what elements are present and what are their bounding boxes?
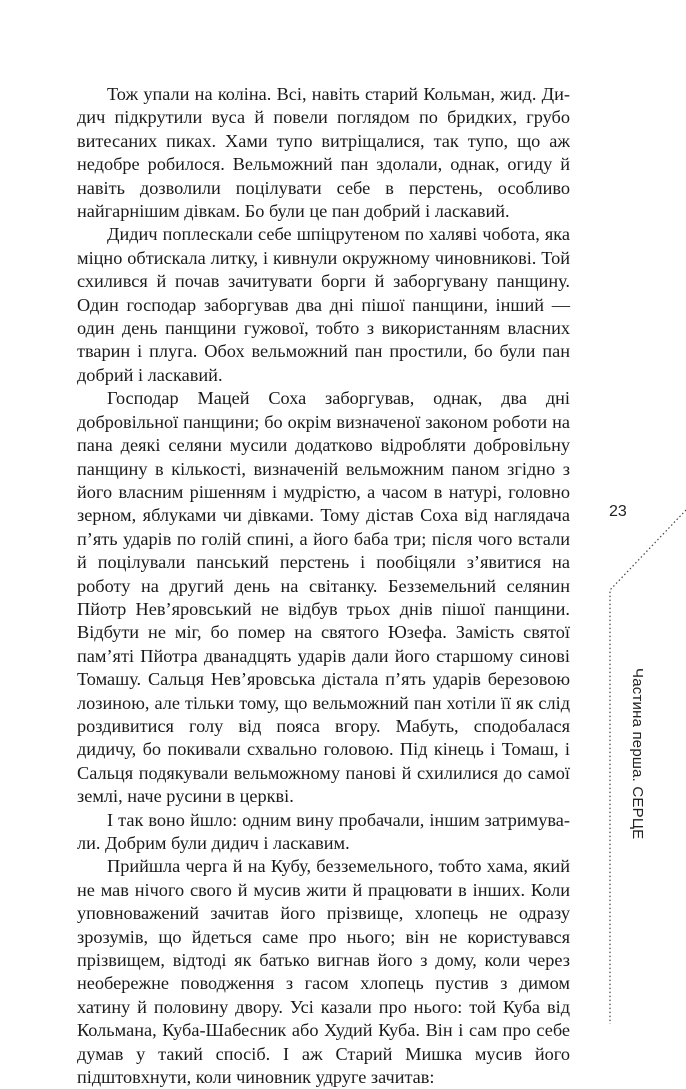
paragraph-4: І так воно йшло: одним вину пробачали, іншим затримували. Добрим були дидич і ласкавим.: [77, 809, 570, 853]
running-head: Частина перша. СЕРЦЕ: [629, 668, 646, 840]
page-number: 23: [609, 503, 627, 520]
paragraph-1: Тож упали на коліна. Всі, навіть старий Кольман, жид. Дидич підкрутили вуса й повели поглядом по бридких, грубо витесаних пиках. Хами тупо витріщалися, так тупо, що аж недобре робилося. Вельможний пан здолали, однак, огиду й навіть дозволили поцілувати себе в перстень, особливо найгарнішим дівкам. Бо були це пан добрий і ласкавий.: [77, 84, 570, 222]
paragraph-3: Господар Мацей Соха заборгував, однак, два дні добровільної панщини; бо окрім визначеної законом роботи на пана деякі селяни мусили додатково відробляти добровільну панщину в кількості, визначеній вельможним паном згідно з його власним рішенням і мудрістю, а часом в натурі, головно зерном, яблуками чи дівками. Тому дістав Соха від наглядача п’ять ударів по голій спині, а його баба три; після чого встали й поцілували панський перстень і пообіцяли з’явитися на роботу на другий день на світанку. Безземельний селянин Пйотр Нев’яровський не відбув трьох днів пішої панщини. Відбути не міг, бо помер на святого Юзефа. Замість святої пам’яті Пйотра дванадцять ударів дали його старшому синові Томашу. Сальця Нев’яровська дістала п’ять ударів березовою лозиною, але тільки тому, що вельможний пан хотіли її як слід роздивитися голу від пояса вгору. Мабуть, сподобалася дидичу, бо покивали схвально головою. Під кінець і Томаш, і Сальця подякували вельможному панові й схилилися до самої землі, наче русини в церкві.: [77, 388, 570, 807]
paragraph-2: Дидич поплескали себе шпіцрутеном по халяві чобота, яка міцно обтискала литку, і кивнули окружному чиновникові. Той схилився й почав зачитувати борги й заборгувану панщину. Один господар заборгував два дні пішої панщини, інший — один день панщини гужової, тобто з використанням власних тварин і плуга. Обох вельможний пан простили, бо були пан добрий і ласкавий.: [77, 224, 570, 385]
tab-frame-line: [610, 510, 686, 1024]
body-text: [77, 83, 570, 1089]
paragraph-5: Прийшла черга й на Кубу, безземельного, тобто хама, який не мав нічого свого й мусив жити й працювати в інших. Коли уповноважений зачитав його прізвище, хлопець не одразу зрозумів, що йдеться саме про нього; він не користувався прізвищем, відтоді як батько вигнав його з дому, коли через необережне поводження з гасом хлопець пустив з димом хатину й половину двору. Усі казали про нього: той Куба від Кольмана, Куба-Шабесник або Худий Куба. Він і сам про себе думав у такий спосіб. І аж Старий Мишка мусив його підштовхнути, коли чиновник удруге зачитав:: [77, 856, 570, 1088]
